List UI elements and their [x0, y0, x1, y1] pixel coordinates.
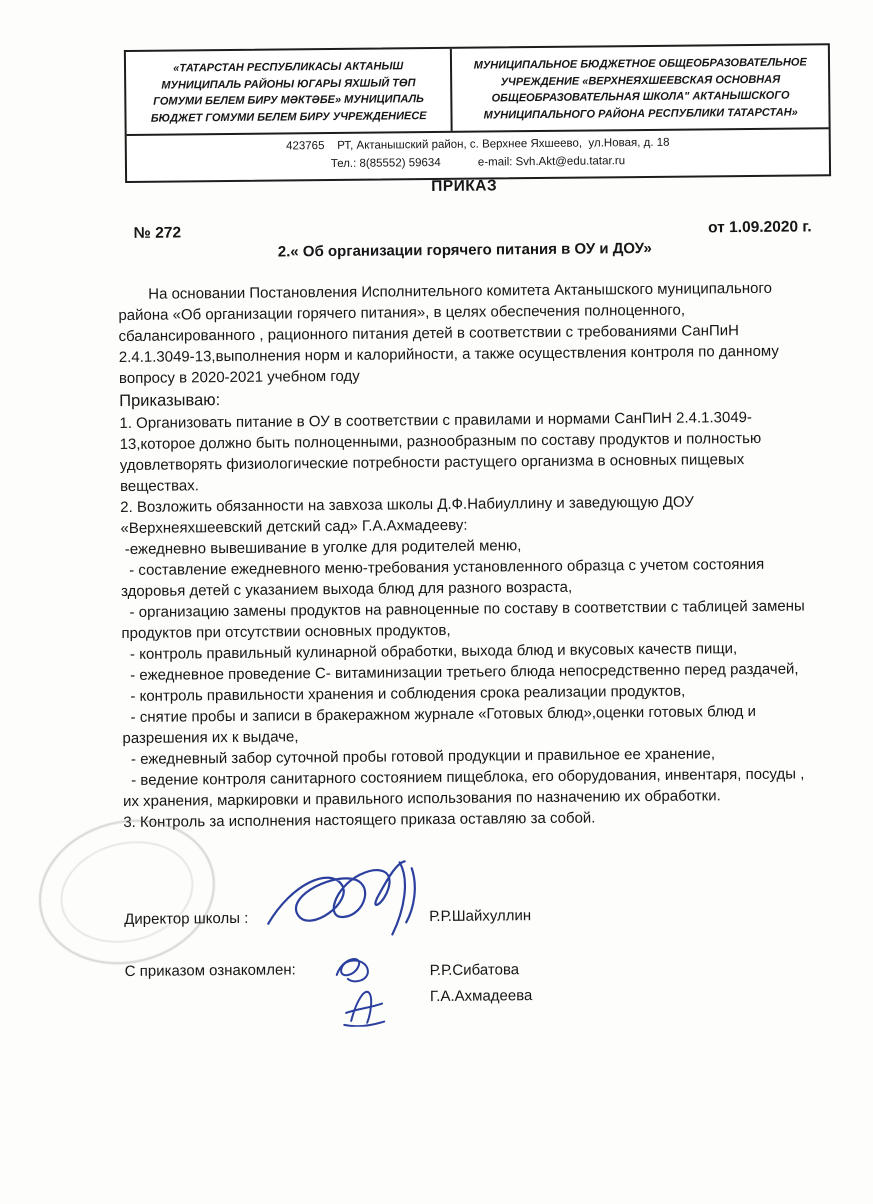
ack-name-2: Г.А.Ахмадеева — [429, 987, 533, 1006]
ack-signature-1 — [324, 949, 380, 988]
email-address: e-mail: Svh.Akt@edu.tatar.ru — [477, 154, 626, 169]
duty-item: - ежедневный забор суточной пробы готовой продукции и правильное ее хранение, — [122, 745, 716, 769]
order-item-2: 2. Возложить обязанности на завхоза школы Д.Ф.Набиуллину и заведующую ДОУ «Верхнеяхшеевский детский сад» Г.А.Ахмадееву: — [120, 493, 699, 538]
director-label: Директор школы : — [124, 909, 249, 929]
duty-item: - снятие пробы и записи в бракеражном журнале «Готовых блюд»,оценки готовых блюд и разрешения их к выдаче, — [122, 702, 761, 748]
duty-item: - организацию замены продуктов на равноценные по составу в соответствии с таблицей замены продуктов при отсутствии основных продуктов, — [121, 597, 810, 643]
order-title: ПРИКАЗ — [431, 177, 498, 196]
org-name-russian: МУНИЦИПАЛЬНОЕ БЮДЖЕТНОЕ ОБЩЕОБРАЗОВАТЕЛЬНОЕ УЧРЕЖДЕНИЕ «ВЕРХНЕЯХШЕЕВСКАЯ ОСНОВНАЯ ОБЩЕОБРАЗОВАТЕЛЬНАЯ ШКОЛА" АКТАНЫШСКОГО МУНИЦИПАЛЬНОГО РАЙОНА РЕСПУБЛИКИ ТАТАРСТАН» — [473, 56, 807, 122]
order-body — [118, 277, 817, 833]
duty-item: - контроль правильности хранения и соблюдения срока реализации продуктов, — [121, 682, 686, 706]
order-item-3: 3. Контроль за исполнения настоящего приказа оставляю за собой. — [123, 809, 596, 832]
duty-item: -ежедневно вывешивание в уголке для родителей меню, — [120, 537, 522, 559]
acknowledged-label: С приказом ознакомлен: — [124, 961, 296, 981]
letterhead-address — [127, 127, 829, 180]
org-name-tatar: «ТАТАРСТАН РЕСПУБЛИКАСЫ АКТАНЫШ МУНИЦИПАЛЬ РАЙОНЫ ЮГАРЫ ЯХШЫЙ ТӨП ГОМУМИ БЕЛЕМ БИРУ МӘКТӘБЕ» МУНИЦИПАЛЬ БЮДЖЕТ ГОМУМИ БЕЛЕМ БИРУ УЧРЕЖДЕНИЕСЕ — [126, 49, 453, 134]
ack-signature-2 — [337, 982, 391, 1027]
duty-item: - контроль правильный кулинарной обработки, выхода блюд и вкусовых качеств пищи, — [121, 640, 738, 664]
order-date: от 1.09.2020 г. — [708, 218, 812, 237]
intro-paragraph: На основании Постановления Исполнительного комитета Актанышского муниципального района «Об организации горячего питания», в целях обеспечения полноценного, сбалансированного , рационного питания детей в соответствии с требованиями СанПиН 2.4.1.3049-13,выполнения норм и калорийности, а также осуществления контроля по данному вопросу в 2020-2021 учебном году — [118, 279, 784, 388]
order-word: Приказываю: — [119, 391, 221, 411]
signature-block — [124, 852, 820, 1049]
order-number: № 272 — [133, 224, 182, 242]
phone-number: Тел.: 8(85552) 59634 — [330, 156, 441, 170]
order-subject: 2.« Об организации горячего питания в ОУ и ДОУ» — [277, 239, 652, 261]
director-name: Р.Р.Шайхуллин — [429, 907, 532, 926]
letterhead — [124, 43, 831, 182]
letterhead-orgs — [126, 45, 829, 134]
ack-name-1: Р.Р.Сибатова — [429, 961, 520, 980]
postal-address: 423765 РТ, Актанышский район, с. Верхнее Яхшеево, ул.Новая, д. 18 — [286, 136, 670, 153]
duty-item: - ведение контроля санитарного состоянием пищеблока, его оборудования, инвентаря, посуды , их хранения, маркировки и правильного использования по назначению их обработки. — [122, 765, 809, 811]
duty-item: - составление ежедневного меню-требования установленного образца с учетом состояния здоровья детей с указанием выхода блюд для разного возраста, — [120, 555, 769, 601]
director-signature — [252, 856, 433, 950]
order-item-1: 1. Организовать питание в ОУ в соответствии с правилами и нормами СанПиН 2.4.1.3049-13,которое должно быть полноценными, разнообразным по составу продуктов и полностью удовлетворять физиологические потребности растущего организма в основных пищевых веществах. — [119, 408, 766, 496]
duty-item: - ежедневное проведение С- витаминизации третьего блюда непосредственно перед раздачей, — [121, 660, 799, 685]
order-content — [117, 174, 819, 1049]
